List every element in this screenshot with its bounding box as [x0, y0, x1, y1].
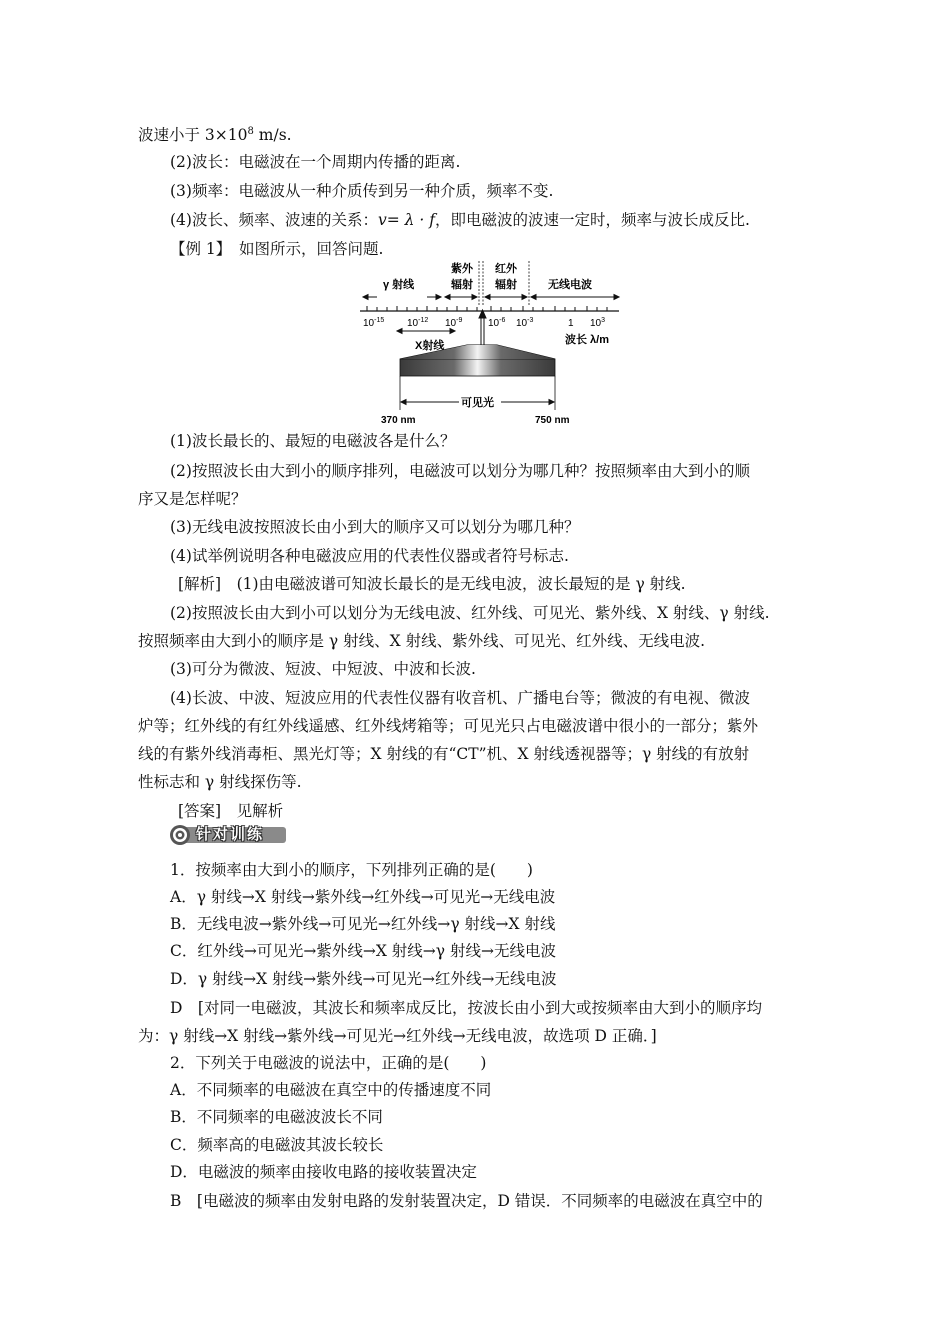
- text: 波速小于 3×10: [138, 126, 248, 144]
- band-uv-1: 紫外: [451, 263, 473, 275]
- text: ，即电磁波的波速一定时，频率与波长成反比.: [434, 211, 750, 229]
- question-4: (4)试举例说明各种电磁波应用的代表性仪器或者符号标志.: [170, 547, 569, 565]
- practice-answer-1-line2: 为：γ 射线→X 射线→紫外线→可见光→红外线→无线电波，故选项 D 正确．]: [138, 1027, 657, 1045]
- tick-label: $10^{-3}$: [516, 317, 534, 329]
- option-c: C．频率高的电磁波其波长较长: [170, 1136, 384, 1154]
- tick-label: $10^{-12}$: [407, 317, 429, 329]
- definition-wavelength: (2)波长：电磁波在一个周期内传播的距离.: [170, 153, 461, 171]
- definition-relation: [170, 210, 750, 230]
- option-b: B．无线电波→紫外线→可见光→红外线→γ 射线→X 射线: [170, 915, 556, 933]
- axis-label: 波长 λ/m: [565, 334, 610, 346]
- text: m/s.: [253, 126, 292, 144]
- definition-frequency: (3)频率：电磁波从一种介质传到另一种介质，频率不变.: [170, 182, 554, 200]
- option-a: A．不同频率的电磁波在真空中的传播速度不同: [170, 1081, 492, 1099]
- tick-label: $10^3$: [590, 317, 606, 329]
- option-b: B．不同频率的电磁波波长不同: [170, 1108, 383, 1126]
- question-2-line2: 序又是怎样呢？: [138, 490, 247, 508]
- tick-label: $10^{-15}$: [363, 317, 385, 329]
- band-uv-2: 辐射: [451, 279, 473, 291]
- analysis-4-line4: 性标志和 γ 射线探伤等.: [138, 773, 302, 791]
- practice-question-2: 2．下列关于电磁波的说法中，正确的是( ): [170, 1054, 487, 1072]
- wavelength-750: 750 nm: [535, 415, 570, 425]
- text: (4)波长、频率、波速的关系：: [170, 211, 378, 229]
- superscript: 8: [247, 126, 254, 137]
- analysis-3: (3)可分为微波、短波、中短波、中波和长波.: [170, 660, 476, 678]
- xray-label: X射线: [415, 340, 445, 352]
- visible-pointer: [479, 310, 486, 345]
- practice-answer-2: B [电磁波的频率由发射电路的发射装置决定，D 错误．不同频率的电磁波在真空中的: [170, 1192, 763, 1210]
- xray-arrow: [397, 329, 455, 334]
- wavelength-370: 370 nm: [381, 415, 416, 425]
- analysis-2-line1: (2)按照波长由大到小可以划分为无线电波、红外线、可见光、紫外线、X 射线、γ 射线.: [170, 604, 770, 622]
- analysis-4-line2: 炉等；红外线的有红外线遥感、红外线烤箱等；可见光只占电磁波谱中很小的一部分；紫外: [138, 717, 759, 735]
- analysis-1: [解析] (1)由电磁波谱可知波长最长的是无线电波，波长最短的是 γ 射线.: [178, 575, 686, 593]
- tick-label: 1: [568, 318, 574, 329]
- formula: v= λ · f: [377, 211, 435, 229]
- answer: [答案] 见解析: [178, 802, 284, 820]
- option-a: A．γ 射线→X 射线→紫外线→红外线→可见光→无线电波: [170, 888, 556, 906]
- band-gamma: γ 射线: [383, 279, 415, 291]
- analysis-4-line1: (4)长波、中波、短波应用的代表性仪器有收音机、广播电台等；微波的有电视、微波: [170, 689, 750, 707]
- question-1: (1)波长最长的、最短的电磁波各是什么？: [170, 432, 456, 450]
- tick-label: $10^{-9}$: [445, 317, 463, 329]
- axis-ticks: [367, 306, 607, 311]
- tick-label: $10^{-6}$: [488, 317, 506, 329]
- band-radio: 无线电波: [548, 279, 592, 291]
- em-spectrum-figure: [355, 255, 625, 425]
- band-ir-2: 辐射: [495, 279, 517, 291]
- band-ir-1: 红外: [495, 263, 517, 275]
- practice-question-1: 1．按频率由大到小的顺序，下列排列正确的是( ): [170, 861, 533, 879]
- visible-spectrum-band: [400, 359, 555, 376]
- analysis-4-line3: 线的有紫外线消毒柜、黑光灯等；X 射线的有“CT”机、X 射线透视器等；γ 射线的有放射: [138, 745, 750, 763]
- practice-answer-1-line1: D [对同一电磁波，其波长和频率成反比，按波长由小到大或按频率由大到小的顺序均: [170, 999, 762, 1017]
- example-heading: 【例 1】 如图所示，回答问题.: [170, 240, 384, 258]
- question-2-line1: (2)按照波长由大到小的顺序排列，电磁波可以划分为哪几种？按照频率由大到小的顺: [170, 462, 750, 480]
- option-c: C．红外线→可见光→紫外线→X 射线→γ 射线→无线电波: [170, 942, 556, 960]
- band-arrows: [363, 295, 619, 300]
- visible-label: 可见光: [461, 397, 494, 409]
- question-3: (3)无线电波按照波长由小到大的顺序又可以划分为哪几种？: [170, 518, 580, 536]
- analysis-2-line2: 按照频率由大到小的顺序是 γ 射线、X 射线、紫外线、可见光、红外线、无线电波.: [138, 632, 706, 650]
- option-d: D．γ 射线→X 射线→紫外线→可见光→红外线→无线电波: [170, 970, 557, 988]
- option-d: D．电磁波的频率由接收电路的接收装置决定: [170, 1163, 477, 1181]
- intro-line: [138, 122, 292, 145]
- practice-badge-label: 针对训练: [196, 826, 265, 843]
